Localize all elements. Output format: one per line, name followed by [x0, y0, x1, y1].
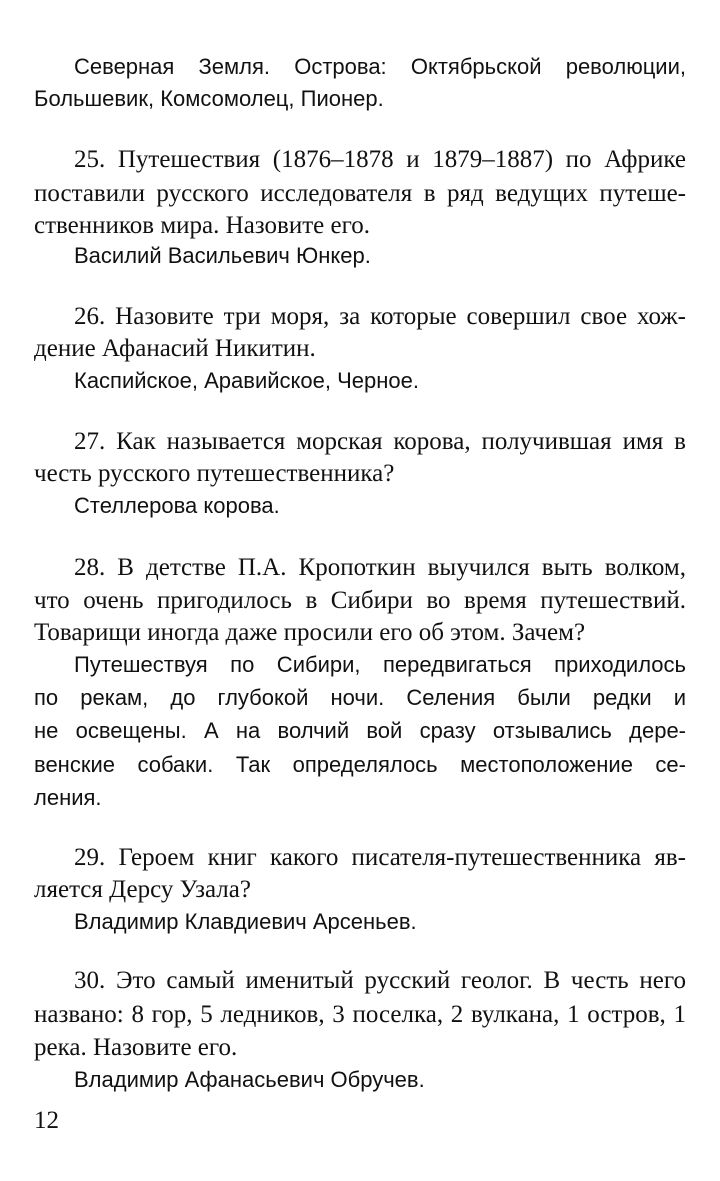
- question-28-line-3: Товарищи иногда даже просили его об этом. Зачем?: [34, 619, 586, 646]
- question-30-line-2: названо: 8 гор, 5 ледников, 3 поселка, 2 вулкана, 1 остров, 1: [34, 1001, 686, 1028]
- question-27-line-1: 27. Как называется морская корова, получившая имя в: [74, 428, 686, 455]
- question-28-line-1: 28. В детстве П.А. Кропоткин выучился выть волком,: [74, 554, 686, 581]
- answer-28-line-2: по рекам, до глубокой ночи. Селения были редки и: [34, 685, 686, 710]
- answer-28-line-1: Путешествуя по Сибири, передвигаться приходилось: [74, 652, 686, 677]
- answer-28-line-4: венские собаки. Так определялось местоположение се-: [34, 752, 686, 777]
- intro-answer-line-1: Северная Земля. Острова: Октябрьской революции,: [74, 54, 686, 79]
- question-30-line-3: река. Назовите его.: [34, 1034, 238, 1061]
- question-26-line-2: дение Афанасий Никитин.: [34, 335, 316, 362]
- question-25-line-2: поставили русского исследователя в ряд ведущих путеше-: [34, 180, 686, 207]
- answer-30: Владимир Афанасьевич Обручев.: [74, 1067, 425, 1092]
- answer-25: Василий Васильевич Юнкер.: [74, 243, 371, 268]
- answer-28-line-5: ления.: [34, 785, 102, 810]
- question-29-line-1: 29. Героем книг какого писателя-путешественника яв-: [74, 844, 686, 871]
- answer-29: Владимир Клавдиевич Арсеньев.: [74, 909, 417, 934]
- answer-26: Каспийское, Аравийское, Черное.: [74, 368, 419, 393]
- answer-27: Стеллерова корова.: [74, 493, 280, 518]
- intro-answer-line-2: Большевик, Комсомолец, Пионер.: [34, 86, 384, 111]
- question-25-line-3: ственников мира. Назовите его.: [34, 212, 370, 239]
- answer-28-line-3: не освещены. А на волчий вой сразу отзывались дере-: [34, 718, 686, 743]
- page-number: 12: [34, 1107, 59, 1134]
- question-26-line-1: 26. Назовите три моря, за которые совершил свое хож-: [74, 303, 686, 330]
- question-27-line-2: честь русского путешественника?: [34, 460, 395, 487]
- question-28-line-2: что очень пригодилось в Сибири во время путешествий.: [34, 587, 686, 614]
- question-25-line-1: 25. Путешествия (1876–1878 и 1879–1887) по Африке: [74, 146, 686, 173]
- question-29-line-2: ляется Дерсу Узала?: [34, 876, 251, 903]
- question-30-line-1: 30. Это самый именитый русский геолог. В честь него: [74, 967, 686, 994]
